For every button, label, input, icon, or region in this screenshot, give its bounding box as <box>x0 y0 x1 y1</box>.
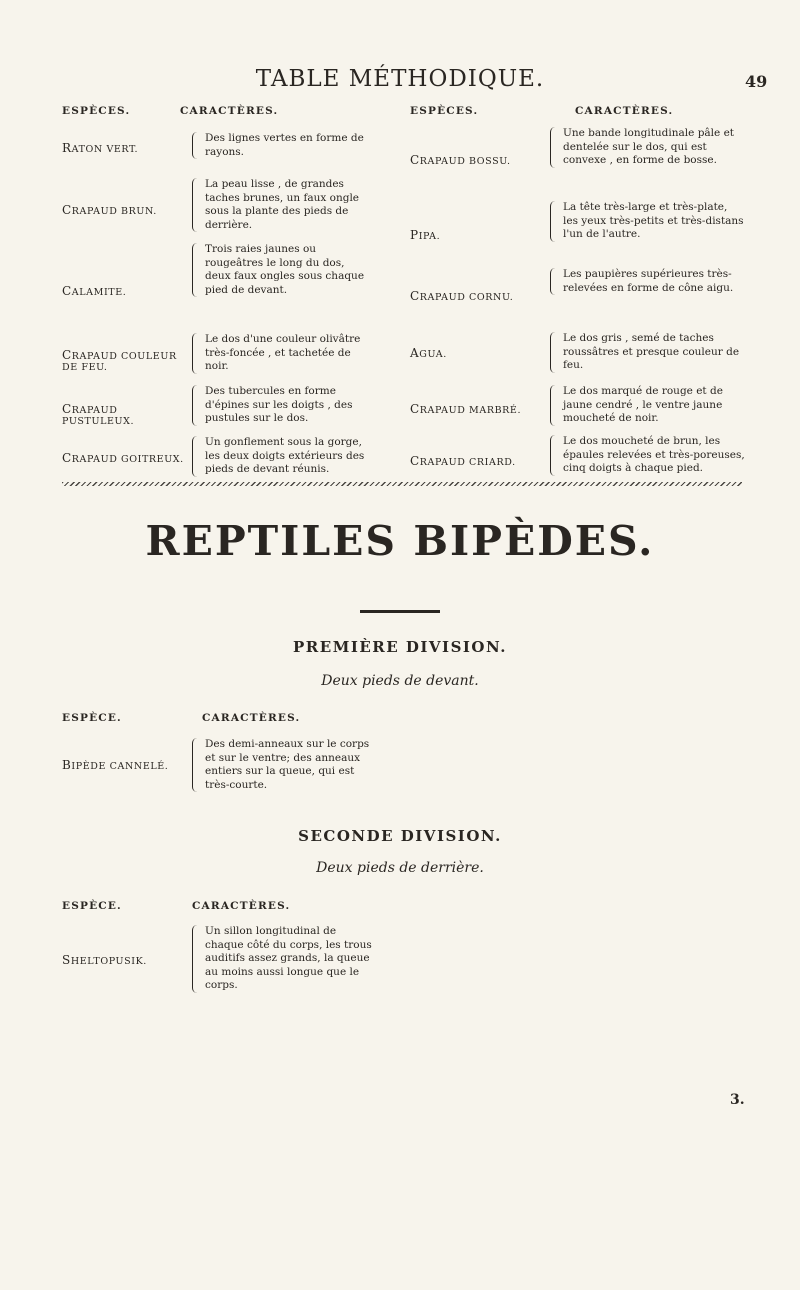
characters-text: Les paupières supérieures très-relevées en forme de cône aigu. <box>563 268 734 294</box>
brace-mark <box>550 332 559 373</box>
division-two-species-header: ESPÈCE. <box>62 900 122 912</box>
species-name: RATON VERT. <box>62 141 139 155</box>
species-name: SHELTOPUSIK. <box>62 953 147 967</box>
characters-text: Des tubercules en forme d'épines sur les doigts , des pustules sur le dos. <box>205 385 353 424</box>
brace-mark <box>550 127 559 168</box>
brace-mark <box>192 243 201 297</box>
characters-text: Le dos marqué de rouge et de jaune cendré , le ventre jaune moucheté de noir. <box>563 385 723 424</box>
species-characters <box>192 738 374 792</box>
brace-mark <box>192 436 201 477</box>
species-characters <box>550 127 745 168</box>
species-name: PIPA. <box>410 228 441 242</box>
species-characters <box>550 385 745 426</box>
brace-mark <box>192 385 201 426</box>
division-one-subtitle: Deux pieds de devant. <box>321 673 479 689</box>
brace-mark <box>192 132 201 159</box>
characters-text: Trois raies jaunes ou rougeâtres le long du dos, deux faux ongles sous chaque pied de devant. <box>205 243 365 296</box>
page-number: 49 <box>745 72 768 91</box>
species-characters <box>550 435 745 476</box>
left-species-header: ESPÈCES. <box>62 105 131 117</box>
characters-text: Un gonflement sous la gorge, les deux doigts extérieurs des pieds de devant réunis. <box>205 436 365 475</box>
characters-text: Le dos moucheté de brun, les épaules relevées et très-poreuses, cinq doigts à chaque pied. <box>563 435 745 474</box>
division-two-characters-header: CARACTÈRES. <box>192 900 291 912</box>
right-species-header: ESPÈCES. <box>410 105 479 117</box>
species-characters <box>192 178 372 232</box>
species-characters <box>192 385 372 426</box>
division-one-title: PREMIÈRE DIVISION. <box>293 638 507 656</box>
ornamental-rule <box>62 482 742 486</box>
species-name: CRAPAUD CORNU. <box>410 289 514 303</box>
characters-text: Des lignes vertes en forme de rayons. <box>205 132 364 158</box>
characters-text: La tête très-large et très-plate, les yeux très-petits et très-distans l'un de l'autre. <box>563 201 744 240</box>
species-characters <box>550 332 745 373</box>
characters-text: La peau lisse , de grandes taches brunes, un faux ongle sous la plante des pieds de derrière. <box>205 178 360 231</box>
characters-text: Une bande longitudinale pâle et dentelée sur le dos, qui est convexe , en forme de bosse. <box>563 127 735 166</box>
brace-mark <box>192 333 201 374</box>
section-title: REPTILES BIPÈDES. <box>145 517 655 565</box>
species-name: BIPÈDE CANNELÉ. <box>62 758 169 772</box>
characters-text: Un sillon longitudinal de chaque côté du corps, les trous auditifs assez grands, la queue au moins aussi longue que le corps. <box>205 925 372 991</box>
characters-text: Le dos d'une couleur olivâtre très-foncée , et tachetée de noir. <box>205 333 361 372</box>
short-rule <box>360 610 440 613</box>
species-name: CALAMITE. <box>62 284 127 298</box>
brace-mark <box>192 925 201 993</box>
species-characters <box>192 243 372 297</box>
species-name: CRAPAUD GOITREUX. <box>62 451 184 465</box>
brace-mark <box>192 738 201 792</box>
brace-mark <box>550 268 559 295</box>
brace-mark <box>192 178 201 232</box>
left-characters-header: CARACTÈRES. <box>180 105 279 117</box>
characters-text: Des demi-anneaux sur le corps et sur le ventre; des anneaux entiers sur la queue, qui est très-courte. <box>205 738 370 791</box>
right-characters-header: CARACTÈRES. <box>575 105 674 117</box>
species-name: CRAPAUD BOSSU. <box>410 153 511 167</box>
species-name: CRAPAUD COULEUR DE FEU. <box>62 348 177 373</box>
division-two-subtitle: Deux pieds de derrière. <box>316 860 484 876</box>
division-one-characters-header: CARACTÈRES. <box>202 712 301 724</box>
division-two-title: SECONDE DIVISION. <box>298 827 502 845</box>
characters-text: Le dos gris , semé de taches roussâtres et presque couleur de feu. <box>563 332 740 371</box>
species-name: CRAPAUD CRIARD. <box>410 454 516 468</box>
brace-mark <box>550 385 559 426</box>
species-characters <box>192 925 374 993</box>
species-name: CRAPAUD BRUN. <box>62 203 157 217</box>
brace-mark <box>550 201 559 242</box>
species-name: AGUA. <box>410 346 447 360</box>
page-running-title: TABLE MÉTHODIQUE. <box>255 66 545 92</box>
species-name: CRAPAUD PUSTULEUX. <box>62 402 135 427</box>
division-one-species-header: ESPÈCE. <box>62 712 122 724</box>
species-characters <box>192 132 372 159</box>
species-characters <box>550 201 745 242</box>
species-name: CRAPAUD MARBRÉ. <box>410 402 522 416</box>
species-characters <box>550 268 745 295</box>
species-characters <box>192 333 372 374</box>
signature-mark: 3. <box>730 1092 745 1108</box>
species-characters <box>192 436 372 477</box>
brace-mark <box>550 435 559 476</box>
